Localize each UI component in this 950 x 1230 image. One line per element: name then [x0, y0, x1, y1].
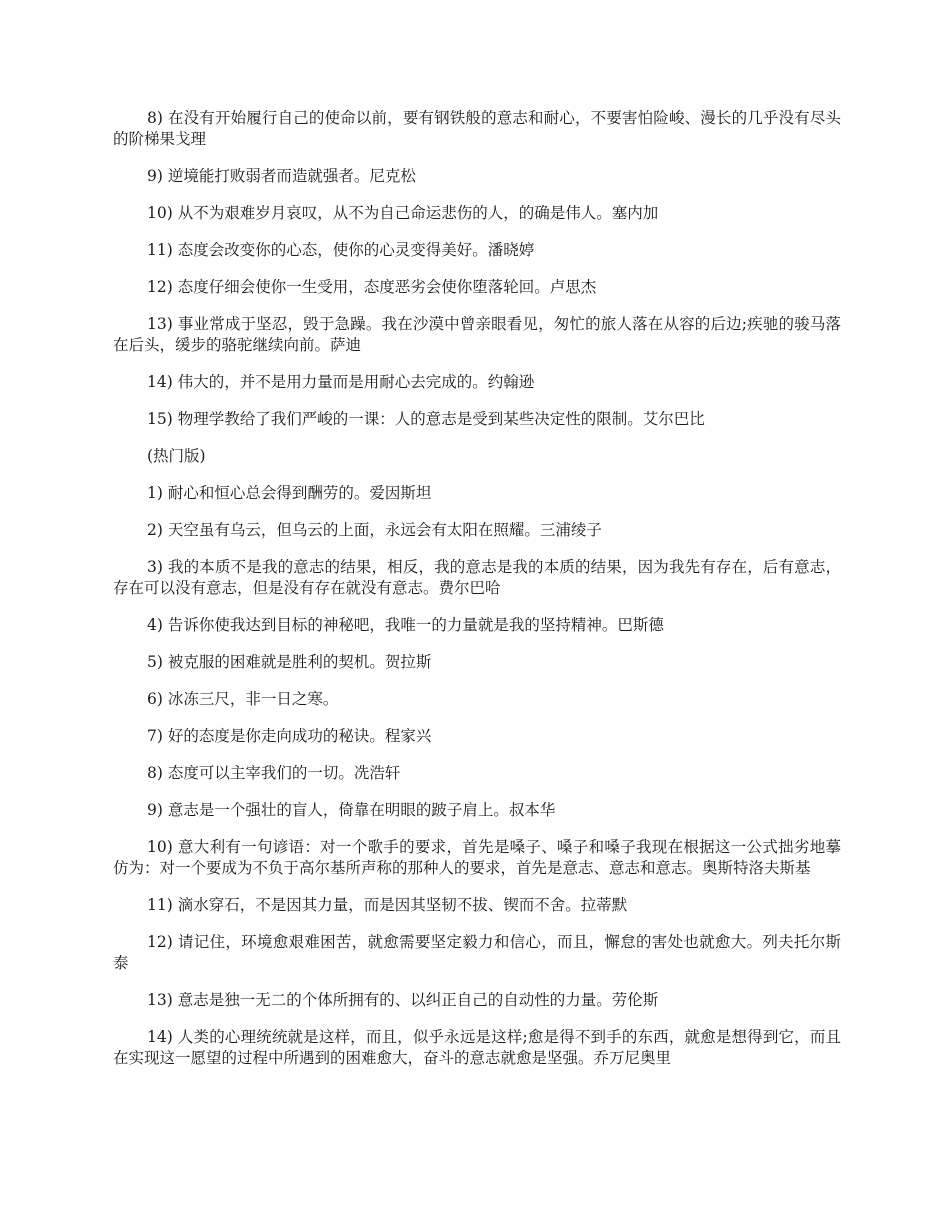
quote-paragraph: 4) 告诉你使我达到目标的神秘吧，我唯一的力量就是我的坚持精神。巴斯德: [147, 616, 664, 634]
quote-paragraph: 6) 冰冻三尺，非一日之寒。: [147, 690, 339, 708]
quote-paragraph: 10) 意大利有一句谚语：对一个歌手的要求，首先是嗓子、嗓子和嗓子我现在根据这一公式拙劣地摹仿为：对一个要成为不负于高尔基所声称的那种人的要求，首先是意志、意志和意志。奥斯特洛夫斯基: [113, 838, 841, 877]
quote-paragraph: 15) 物理学教给了我们严峻的一课：人的意志是受到某些决定性的限制。艾尔巴比: [147, 410, 705, 428]
quote-paragraph: 3) 我的本质不是我的意志的结果，相反，我的意志是我的本质的结果，因为我先有存在，后有意志，存在可以没有意志，但是没有存在就没有意志。费尔巴哈: [113, 558, 841, 597]
quote-paragraph: 11) 滴水穿石，不是因其力量，而是因其坚韧不拔、锲而不舍。拉蒂默: [147, 896, 628, 914]
quote-paragraph: 2) 天空虽有乌云，但乌云的上面，永远会有太阳在照耀。三浦绫子: [147, 521, 602, 539]
quote-paragraph: 11) 态度会改变你的心态，使你的心灵变得美好。潘晓婷: [147, 241, 535, 259]
quote-paragraph: 12) 态度仔细会使你一生受用，态度恶劣会使你堕落轮回。卢思杰: [147, 278, 597, 296]
quote-paragraph: 13) 事业常成于坚忍，毁于急躁。我在沙漠中曾亲眼看见，匆忙的旅人落在从容的后边;疾驰的骏马落在后头，缓步的骆驼继续向前。萨迪: [113, 315, 841, 354]
quote-paragraph: 1) 耐心和恒心总会得到酬劳的。爱因斯坦: [147, 484, 432, 502]
quote-paragraph: 9) 逆境能打败弱者而造就强者。尼克松: [147, 167, 416, 185]
quote-paragraph: 7) 好的态度是你走向成功的秘诀。程家兴: [147, 727, 432, 745]
quote-paragraph: 14) 伟大的，并不是用力量而是用耐心去完成的。约翰逊: [147, 373, 535, 391]
quote-paragraph: 13) 意志是独一无二的个体所拥有的、以纠正自己的自动性的力量。劳伦斯: [147, 991, 659, 1009]
quote-paragraph: 14) 人类的心理统统就是这样，而且，似乎永远是这样;愈是得不到手的东西，就愈是想得到它，而且在实现这一愿望的过程中所遇到的困难愈大，奋斗的意志就愈是坚强。乔万尼奥里: [113, 1028, 841, 1067]
quote-paragraph: 5) 被克服的困难就是胜利的契机。贺拉斯: [147, 653, 432, 671]
document-body: [113, 108, 841, 1085]
quote-paragraph: 12) 请记住，环境愈艰难困苦，就愈需要坚定毅力和信心，而且，懈怠的害处也就愈大。列夫托尔斯泰: [113, 933, 841, 972]
quote-paragraph: 8) 态度可以主宰我们的一切。冼浩轩: [147, 764, 401, 782]
quote-paragraph: 8) 在没有开始履行自己的使命以前，要有钢铁般的意志和耐心，不要害怕险峻、漫长的几乎没有尽头的阶梯果戈理: [113, 109, 841, 148]
section-heading: (热门版): [147, 447, 206, 465]
quote-paragraph: 9) 意志是一个强壮的盲人，倚靠在明眼的跛子肩上。叔本华: [147, 801, 556, 819]
quote-paragraph: 10) 从不为艰难岁月哀叹，从不为自己命运悲伤的人，的确是伟人。塞内加: [147, 204, 659, 222]
